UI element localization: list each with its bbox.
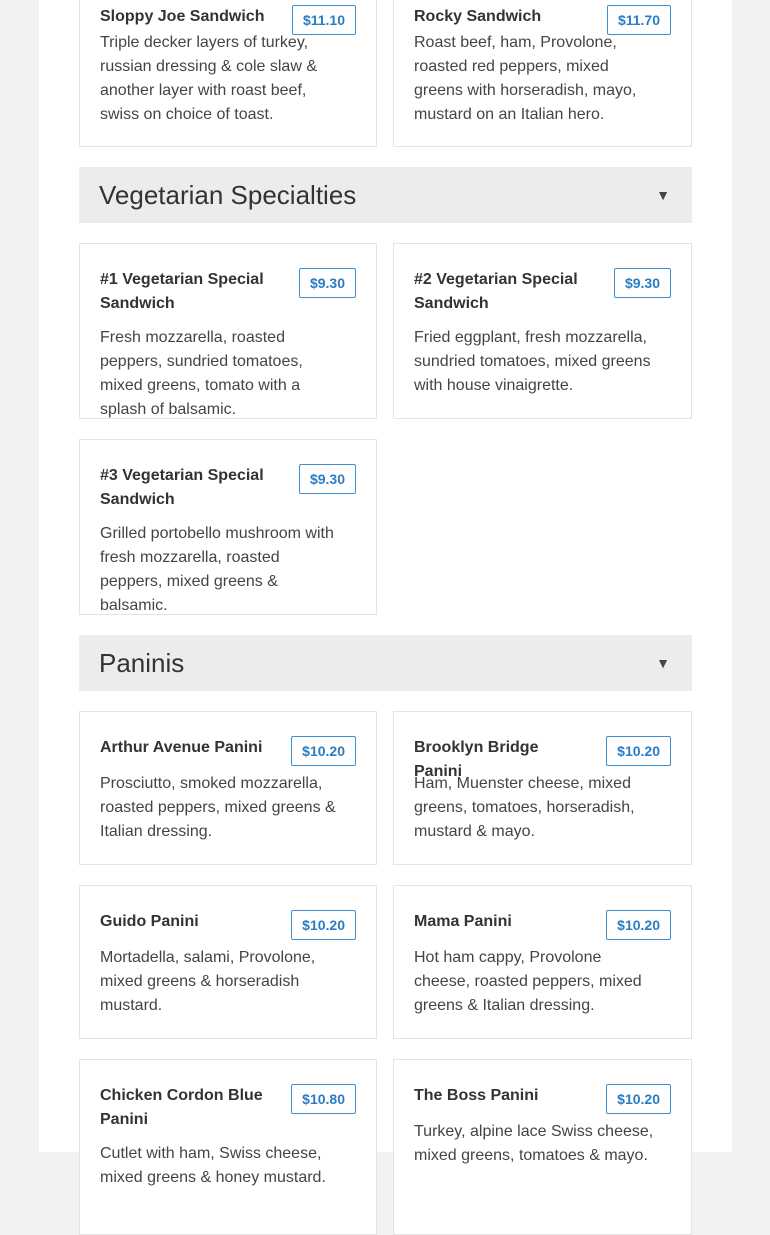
menu-item-card[interactable]	[79, 1059, 377, 1235]
menu-item-name: Brooklyn Bridge Panini	[414, 739, 539, 780]
price-button[interactable]: $10.80	[291, 1084, 356, 1114]
menu-item-card[interactable]	[79, 0, 377, 147]
menu-item-name: #2 Vegetarian Special Sandwich	[414, 271, 578, 312]
menu-item-description: Fresh mozzarella, roasted peppers, sundried tomatoes, mixed greens, tomato with a splash of balsamic.	[100, 329, 303, 418]
price-button[interactable]: $9.30	[299, 464, 356, 494]
caret-down-icon: ▼	[656, 187, 670, 203]
menu-item-card[interactable]	[393, 885, 692, 1039]
price-button[interactable]: $10.20	[291, 910, 356, 940]
price-button[interactable]: $11.70	[607, 5, 671, 35]
price-button[interactable]: $10.20	[291, 736, 356, 766]
menu-item-card[interactable]	[393, 0, 692, 147]
menu-item-description: Turkey, alpine lace Swiss cheese, mixed greens, tomatoes & mayo.	[414, 1123, 654, 1164]
menu-item-card[interactable]	[393, 1059, 692, 1235]
menu-item-description: Prosciutto, smoked mozzarella, roasted peppers, mixed greens & Italian dressing.	[100, 775, 336, 840]
menu-item-name: #1 Vegetarian Special Sandwich	[100, 271, 264, 312]
menu-item-name: Mama Panini	[414, 913, 512, 930]
menu-item-name: Guido Panini	[100, 913, 199, 930]
menu-item-name: Arthur Avenue Panini	[100, 739, 263, 756]
price-button[interactable]: $10.20	[606, 1084, 671, 1114]
category-title: Vegetarian Specialties	[99, 180, 357, 210]
menu-item-name: #3 Vegetarian Special Sandwich	[100, 467, 264, 508]
menu-item-card[interactable]	[79, 885, 377, 1039]
menu-item-description: Ham, Muenster cheese, mixed greens, tomatoes, horseradish, mustard & mayo.	[414, 775, 635, 840]
menu-item-card[interactable]	[393, 711, 692, 865]
menu-item-name: Rocky Sandwich	[414, 8, 542, 25]
menu-item-description: Fried eggplant, fresh mozzarella, sundried tomatoes, mixed greens with house vinaigrette.	[414, 329, 651, 394]
category-title: Paninis	[99, 648, 185, 678]
menu-item-card[interactable]	[79, 711, 377, 865]
category-header-paninis[interactable]	[79, 635, 692, 691]
price-button[interactable]: $10.20	[606, 910, 671, 940]
price-button[interactable]: $10.20	[606, 736, 671, 766]
price-button[interactable]: $9.30	[299, 268, 356, 298]
menu-item-description: Mortadella, salami, Provolone, mixed greens & horseradish mustard.	[100, 949, 316, 1014]
menu-item-name: The Boss Panini	[414, 1087, 539, 1104]
menu-item-description: Cutlet with ham, Swiss cheese, mixed greens & honey mustard.	[100, 1145, 326, 1186]
caret-down-icon: ▼	[656, 655, 670, 671]
price-button[interactable]: $9.30	[614, 268, 671, 298]
menu-item-description: Triple decker layers of turkey, russian dressing & cole slaw & another layer with roast beef, swiss on choice of toast.	[100, 34, 317, 123]
menu-item-description: Hot ham cappy, Provolone cheese, roasted peppers, mixed greens & Italian dressing.	[414, 949, 642, 1014]
menu-item-card[interactable]	[393, 243, 692, 419]
menu-item-name: Sloppy Joe Sandwich	[100, 8, 265, 25]
price-button[interactable]: $11.10	[292, 5, 356, 35]
menu-item-card[interactable]	[79, 439, 377, 615]
menu-item-description: Roast beef, ham, Provolone, roasted red peppers, mixed greens with horseradish, mayo, mustard on an Italian hero.	[414, 34, 637, 123]
menu-item-name: Chicken Cordon Blue Panini	[100, 1087, 263, 1128]
menu-item-card[interactable]	[79, 243, 377, 419]
category-header-vegetarian[interactable]	[79, 167, 692, 223]
menu-item-description: Grilled portobello mushroom with fresh mozzarella, roasted peppers, mixed greens & balsamic.	[100, 525, 334, 614]
